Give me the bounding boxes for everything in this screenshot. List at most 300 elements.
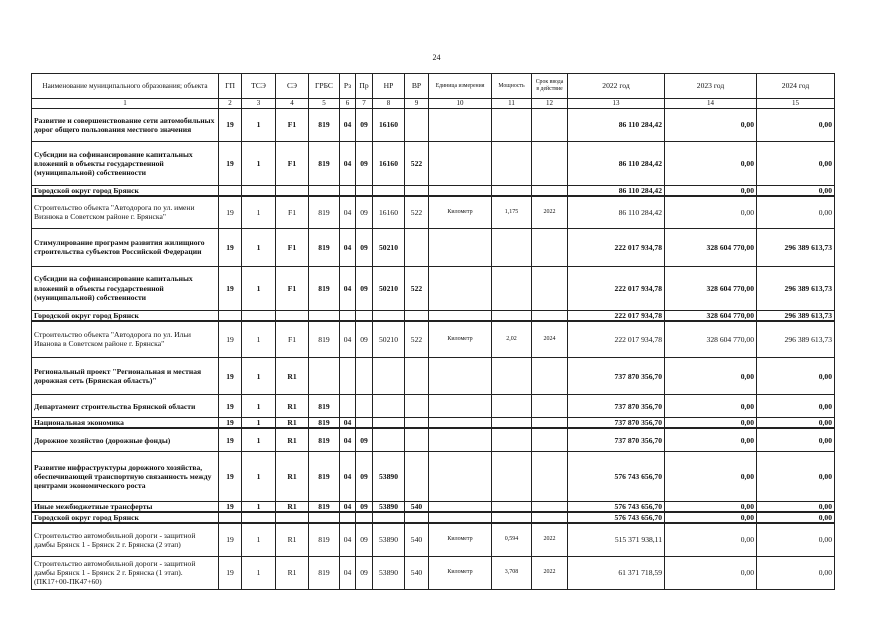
cell-nr: 53890 <box>373 556 405 589</box>
cell-gp: 19 <box>219 228 242 266</box>
cell-tse: 1 <box>242 556 276 589</box>
cell-se: F1 <box>276 321 309 358</box>
cell-2024: 0,00 <box>757 523 835 556</box>
cell-2022: 576 743 656,70 <box>568 512 665 523</box>
column-number: 13 <box>568 99 665 109</box>
cell-unit <box>429 428 492 451</box>
column-number: 3 <box>242 99 276 109</box>
cell-power <box>492 109 532 142</box>
cell-tse: 1 <box>242 142 276 186</box>
cell-unit: Километр <box>429 196 492 228</box>
cell-rz: 04 <box>340 556 356 589</box>
cell-tse: 1 <box>242 266 276 310</box>
cell-2023: 328 604 770,00 <box>665 310 757 321</box>
cell-gp: 19 <box>219 358 242 395</box>
cell-pr: 09 <box>356 321 373 358</box>
cell-term <box>532 501 568 512</box>
column-header-pr: Пр <box>356 74 373 99</box>
cell-2022: 222 017 934,78 <box>568 310 665 321</box>
table-header-row <box>32 74 835 99</box>
cell-nr: 16160 <box>373 142 405 186</box>
cell-gp <box>219 186 242 197</box>
cell-gp: 19 <box>219 196 242 228</box>
cell-name: Департамент строительства Брянской области <box>32 395 219 418</box>
cell-term: 2022 <box>532 196 568 228</box>
cell-pr: 09 <box>356 523 373 556</box>
table-row <box>32 186 835 197</box>
cell-tse: 1 <box>242 228 276 266</box>
cell-term <box>532 186 568 197</box>
cell-2023: 0,00 <box>665 512 757 523</box>
cell-term <box>532 451 568 501</box>
cell-name: Строительство автомобильной дороги - защитной дамбы Брянск 1 - Брянск 2 г. Брянска (2 этап) <box>32 523 219 556</box>
table-row <box>32 556 835 589</box>
table-row <box>32 523 835 556</box>
cell-term <box>532 512 568 523</box>
cell-rz: 04 <box>340 428 356 451</box>
column-header-name: Наименование муниципального образования; объекта <box>32 74 219 99</box>
cell-vr: 540 <box>405 523 429 556</box>
cell-pr <box>356 418 373 429</box>
cell-tse <box>242 310 276 321</box>
column-header-rz: Рз <box>340 74 356 99</box>
column-number: 4 <box>276 99 309 109</box>
cell-term <box>532 428 568 451</box>
cell-tse: 1 <box>242 321 276 358</box>
cell-name: Национальная экономика <box>32 418 219 429</box>
cell-rz <box>340 358 356 395</box>
cell-se: R1 <box>276 523 309 556</box>
cell-pr <box>356 512 373 523</box>
cell-unit <box>429 418 492 429</box>
column-header-2023: 2023 год <box>665 74 757 99</box>
cell-grbs: 819 <box>309 109 340 142</box>
cell-grbs: 819 <box>309 266 340 310</box>
cell-grbs: 819 <box>309 196 340 228</box>
cell-2022: 576 743 656,70 <box>568 451 665 501</box>
cell-pr: 09 <box>356 266 373 310</box>
table-row <box>32 228 835 266</box>
budget-table <box>31 73 835 590</box>
cell-nr: 16160 <box>373 196 405 228</box>
cell-unit <box>429 451 492 501</box>
cell-2022: 86 110 284,42 <box>568 109 665 142</box>
column-number: 6 <box>340 99 356 109</box>
cell-2023: 328 604 770,00 <box>665 321 757 358</box>
cell-rz: 04 <box>340 196 356 228</box>
cell-name: Субсидии на софинансирование капитальных вложений в объекты государственной (муниципальной) собственности <box>32 266 219 310</box>
cell-gp: 19 <box>219 142 242 186</box>
cell-tse: 1 <box>242 109 276 142</box>
cell-tse: 1 <box>242 451 276 501</box>
cell-name: Региональный проект "Региональная и местная дорожная сеть (Брянская область)" <box>32 358 219 395</box>
cell-vr: 540 <box>405 556 429 589</box>
cell-power <box>492 186 532 197</box>
cell-term: 2022 <box>532 556 568 589</box>
table-row <box>32 428 835 451</box>
cell-2024: 296 389 613,73 <box>757 321 835 358</box>
cell-rz: 04 <box>340 228 356 266</box>
table-row <box>32 395 835 418</box>
cell-tse: 1 <box>242 418 276 429</box>
table-row <box>32 501 835 512</box>
cell-2024: 0,00 <box>757 501 835 512</box>
cell-nr: 53890 <box>373 451 405 501</box>
cell-gp <box>219 310 242 321</box>
cell-nr: 50210 <box>373 228 405 266</box>
cell-vr <box>405 451 429 501</box>
cell-power: 0,594 <box>492 523 532 556</box>
cell-nr <box>373 418 405 429</box>
table-row <box>32 196 835 228</box>
cell-pr <box>356 395 373 418</box>
cell-2024: 0,00 <box>757 418 835 429</box>
cell-2023: 0,00 <box>665 418 757 429</box>
cell-power <box>492 358 532 395</box>
cell-se: F1 <box>276 142 309 186</box>
cell-name: Развитие инфраструктуры дорожного хозяйства, обеспечивающей транспортную связанность между центрами экономического роста <box>32 451 219 501</box>
cell-unit <box>429 186 492 197</box>
column-number: 9 <box>405 99 429 109</box>
cell-grbs: 819 <box>309 321 340 358</box>
cell-vr <box>405 428 429 451</box>
cell-gp: 19 <box>219 428 242 451</box>
column-header-tse: ТСЭ <box>242 74 276 99</box>
cell-2023: 0,00 <box>665 142 757 186</box>
cell-gp <box>219 512 242 523</box>
cell-vr <box>405 310 429 321</box>
column-number: 8 <box>373 99 405 109</box>
cell-rz: 04 <box>340 321 356 358</box>
cell-2024: 0,00 <box>757 358 835 395</box>
cell-2022: 737 870 356,70 <box>568 418 665 429</box>
cell-power <box>492 418 532 429</box>
cell-grbs: 819 <box>309 228 340 266</box>
column-number: 7 <box>356 99 373 109</box>
cell-2024: 0,00 <box>757 395 835 418</box>
cell-grbs: 819 <box>309 142 340 186</box>
cell-term <box>532 310 568 321</box>
cell-nr <box>373 395 405 418</box>
cell-gp: 19 <box>219 321 242 358</box>
cell-name: Городской округ город Брянск <box>32 512 219 523</box>
cell-2022: 222 017 934,78 <box>568 266 665 310</box>
cell-name: Развитие и совершенствование сети автомобильных дорог общего пользования местного значения <box>32 109 219 142</box>
table-row <box>32 418 835 429</box>
cell-vr: 540 <box>405 501 429 512</box>
cell-rz: 04 <box>340 451 356 501</box>
cell-unit: Километр <box>429 523 492 556</box>
cell-pr: 09 <box>356 428 373 451</box>
cell-pr: 09 <box>356 196 373 228</box>
cell-se: R1 <box>276 556 309 589</box>
column-number: 5 <box>309 99 340 109</box>
cell-power <box>492 428 532 451</box>
cell-pr <box>356 310 373 321</box>
cell-rz <box>340 310 356 321</box>
cell-unit <box>429 395 492 418</box>
cell-gp: 19 <box>219 523 242 556</box>
cell-2024: 0,00 <box>757 186 835 197</box>
cell-se: R1 <box>276 395 309 418</box>
cell-unit <box>429 142 492 186</box>
cell-se <box>276 310 309 321</box>
cell-2022: 222 017 934,78 <box>568 321 665 358</box>
cell-tse: 1 <box>242 523 276 556</box>
cell-se <box>276 512 309 523</box>
cell-name: Иные межбюджетные трансферты <box>32 501 219 512</box>
cell-name: Городской округ город Брянск <box>32 186 219 197</box>
cell-2022: 86 110 284,42 <box>568 186 665 197</box>
table-row <box>32 310 835 321</box>
column-number: 15 <box>757 99 835 109</box>
cell-2022: 737 870 356,70 <box>568 428 665 451</box>
cell-unit <box>429 358 492 395</box>
cell-gp: 19 <box>219 501 242 512</box>
cell-2024: 296 389 613,73 <box>757 266 835 310</box>
cell-2023: 0,00 <box>665 186 757 197</box>
cell-nr <box>373 358 405 395</box>
cell-se: F1 <box>276 196 309 228</box>
table-row <box>32 266 835 310</box>
cell-term: 2022 <box>532 523 568 556</box>
cell-pr <box>356 186 373 197</box>
cell-grbs <box>309 512 340 523</box>
cell-term <box>532 142 568 186</box>
cell-power <box>492 266 532 310</box>
cell-2023: 0,00 <box>665 451 757 501</box>
cell-unit: Километр <box>429 321 492 358</box>
cell-rz: 04 <box>340 266 356 310</box>
column-header-unit: Единица измерения <box>429 74 492 99</box>
column-header-se: СЭ <box>276 74 309 99</box>
table-row <box>32 321 835 358</box>
cell-rz: 04 <box>340 523 356 556</box>
table-row <box>32 451 835 501</box>
cell-term <box>532 395 568 418</box>
cell-gp: 19 <box>219 556 242 589</box>
cell-tse <box>242 186 276 197</box>
cell-vr <box>405 228 429 266</box>
column-header-2024: 2024 год <box>757 74 835 99</box>
cell-unit <box>429 512 492 523</box>
cell-term <box>532 228 568 266</box>
cell-vr: 522 <box>405 142 429 186</box>
cell-pr: 09 <box>356 109 373 142</box>
cell-se: R1 <box>276 451 309 501</box>
cell-tse: 1 <box>242 501 276 512</box>
cell-gp: 19 <box>219 451 242 501</box>
cell-grbs <box>309 186 340 197</box>
column-header-2022: 2022 год <box>568 74 665 99</box>
cell-unit <box>429 266 492 310</box>
cell-term: 2024 <box>532 321 568 358</box>
cell-tse <box>242 512 276 523</box>
column-header-power: Мощность <box>492 74 532 99</box>
cell-vr <box>405 395 429 418</box>
cell-vr: 522 <box>405 196 429 228</box>
cell-se: F1 <box>276 109 309 142</box>
cell-2023: 0,00 <box>665 358 757 395</box>
table-row <box>32 109 835 142</box>
cell-se: R1 <box>276 358 309 395</box>
table-row <box>32 512 835 523</box>
cell-unit <box>429 501 492 512</box>
column-header-vr: ВР <box>405 74 429 99</box>
cell-pr: 09 <box>356 142 373 186</box>
cell-tse: 1 <box>242 358 276 395</box>
cell-gp: 19 <box>219 395 242 418</box>
cell-pr <box>356 358 373 395</box>
cell-2023: 0,00 <box>665 109 757 142</box>
column-number: 1 <box>32 99 219 109</box>
cell-2024: 0,00 <box>757 556 835 589</box>
cell-vr <box>405 418 429 429</box>
cell-name: Дорожное хозяйство (дорожные фонды) <box>32 428 219 451</box>
cell-2024: 0,00 <box>757 451 835 501</box>
cell-term <box>532 266 568 310</box>
cell-se <box>276 186 309 197</box>
cell-nr: 53890 <box>373 501 405 512</box>
cell-power <box>492 512 532 523</box>
cell-se: F1 <box>276 228 309 266</box>
cell-rz: 04 <box>340 418 356 429</box>
table-row <box>32 142 835 186</box>
cell-term <box>532 358 568 395</box>
cell-se: R1 <box>276 418 309 429</box>
cell-term <box>532 109 568 142</box>
cell-2022: 86 110 284,42 <box>568 142 665 186</box>
cell-se: R1 <box>276 501 309 512</box>
cell-nr <box>373 310 405 321</box>
cell-vr <box>405 109 429 142</box>
cell-nr <box>373 186 405 197</box>
cell-2024: 296 389 613,73 <box>757 228 835 266</box>
table-body <box>32 109 835 590</box>
cell-grbs: 819 <box>309 523 340 556</box>
cell-2024: 0,00 <box>757 142 835 186</box>
cell-grbs: 819 <box>309 451 340 501</box>
cell-name: Строительство объекта "Автодорога по ул. имени Визнюка в Советском районе г. Брянска" <box>32 196 219 228</box>
cell-gp: 19 <box>219 109 242 142</box>
cell-grbs: 819 <box>309 395 340 418</box>
column-number: 2 <box>219 99 242 109</box>
cell-nr <box>373 512 405 523</box>
cell-2022: 515 371 938,11 <box>568 523 665 556</box>
cell-2023: 0,00 <box>665 501 757 512</box>
cell-power <box>492 451 532 501</box>
cell-se: R1 <box>276 428 309 451</box>
cell-rz: 04 <box>340 142 356 186</box>
cell-power <box>492 228 532 266</box>
cell-nr: 53890 <box>373 523 405 556</box>
cell-2023: 0,00 <box>665 196 757 228</box>
cell-vr <box>405 358 429 395</box>
cell-power <box>492 142 532 186</box>
cell-unit: Километр <box>429 556 492 589</box>
cell-grbs: 819 <box>309 556 340 589</box>
cell-power: 1,175 <box>492 196 532 228</box>
cell-grbs <box>309 310 340 321</box>
cell-term <box>532 418 568 429</box>
cell-rz <box>340 186 356 197</box>
cell-2022: 222 017 934,78 <box>568 228 665 266</box>
cell-vr <box>405 512 429 523</box>
cell-rz: 04 <box>340 501 356 512</box>
cell-pr: 09 <box>356 228 373 266</box>
cell-nr: 16160 <box>373 109 405 142</box>
cell-vr <box>405 186 429 197</box>
cell-se: F1 <box>276 266 309 310</box>
cell-pr: 09 <box>356 451 373 501</box>
cell-pr: 09 <box>356 556 373 589</box>
cell-tse: 1 <box>242 395 276 418</box>
cell-tse: 1 <box>242 196 276 228</box>
table-row <box>32 358 835 395</box>
cell-rz: 04 <box>340 109 356 142</box>
cell-name: Стимулирование программ развития жилищного строительства субъектов Российской Федерации <box>32 228 219 266</box>
column-header-gp: ГП <box>219 74 242 99</box>
cell-pr: 09 <box>356 501 373 512</box>
cell-2024: 296 389 613,73 <box>757 310 835 321</box>
column-number: 10 <box>429 99 492 109</box>
cell-2024: 0,00 <box>757 109 835 142</box>
cell-2022: 86 110 284,42 <box>568 196 665 228</box>
cell-grbs: 819 <box>309 428 340 451</box>
cell-2022: 576 743 656,70 <box>568 501 665 512</box>
cell-2024: 0,00 <box>757 512 835 523</box>
cell-grbs: 819 <box>309 501 340 512</box>
cell-2023: 0,00 <box>665 395 757 418</box>
cell-tse: 1 <box>242 428 276 451</box>
cell-power: 3,708 <box>492 556 532 589</box>
cell-power <box>492 310 532 321</box>
cell-2023: 0,00 <box>665 556 757 589</box>
cell-power <box>492 501 532 512</box>
cell-2024: 0,00 <box>757 428 835 451</box>
page-number: 24 <box>432 53 441 62</box>
cell-name: Субсидии на софинансирование капитальных вложений в объекты государственной (муниципальной) собственности <box>32 142 219 186</box>
cell-name: Городской округ город Брянск <box>32 310 219 321</box>
cell-2023: 328 604 770,00 <box>665 228 757 266</box>
cell-power: 2,02 <box>492 321 532 358</box>
cell-vr: 522 <box>405 266 429 310</box>
cell-2023: 0,00 <box>665 523 757 556</box>
column-number: 14 <box>665 99 757 109</box>
cell-grbs: 819 <box>309 418 340 429</box>
cell-nr: 50210 <box>373 266 405 310</box>
cell-unit <box>429 109 492 142</box>
cell-2023: 328 604 770,00 <box>665 266 757 310</box>
cell-nr: 50210 <box>373 321 405 358</box>
cell-name: Строительство автомобильной дороги - защитной дамбы Брянск 1 - Брянск 2 г. Брянска (1 этап). (ПК17+00-ПК47+60) <box>32 556 219 589</box>
column-header-grbs: ГРБС <box>309 74 340 99</box>
cell-grbs <box>309 358 340 395</box>
cell-nr <box>373 428 405 451</box>
cell-unit <box>429 228 492 266</box>
cell-2022: 61 371 718,59 <box>568 556 665 589</box>
cell-2024: 0,00 <box>757 196 835 228</box>
column-header-nr: НР <box>373 74 405 99</box>
column-header-term: Срок ввода в действие <box>532 74 568 99</box>
column-number: 12 <box>532 99 568 109</box>
cell-vr: 522 <box>405 321 429 358</box>
column-number: 11 <box>492 99 532 109</box>
cell-gp: 19 <box>219 418 242 429</box>
cell-unit <box>429 310 492 321</box>
cell-2022: 737 870 356,70 <box>568 395 665 418</box>
cell-gp: 19 <box>219 266 242 310</box>
